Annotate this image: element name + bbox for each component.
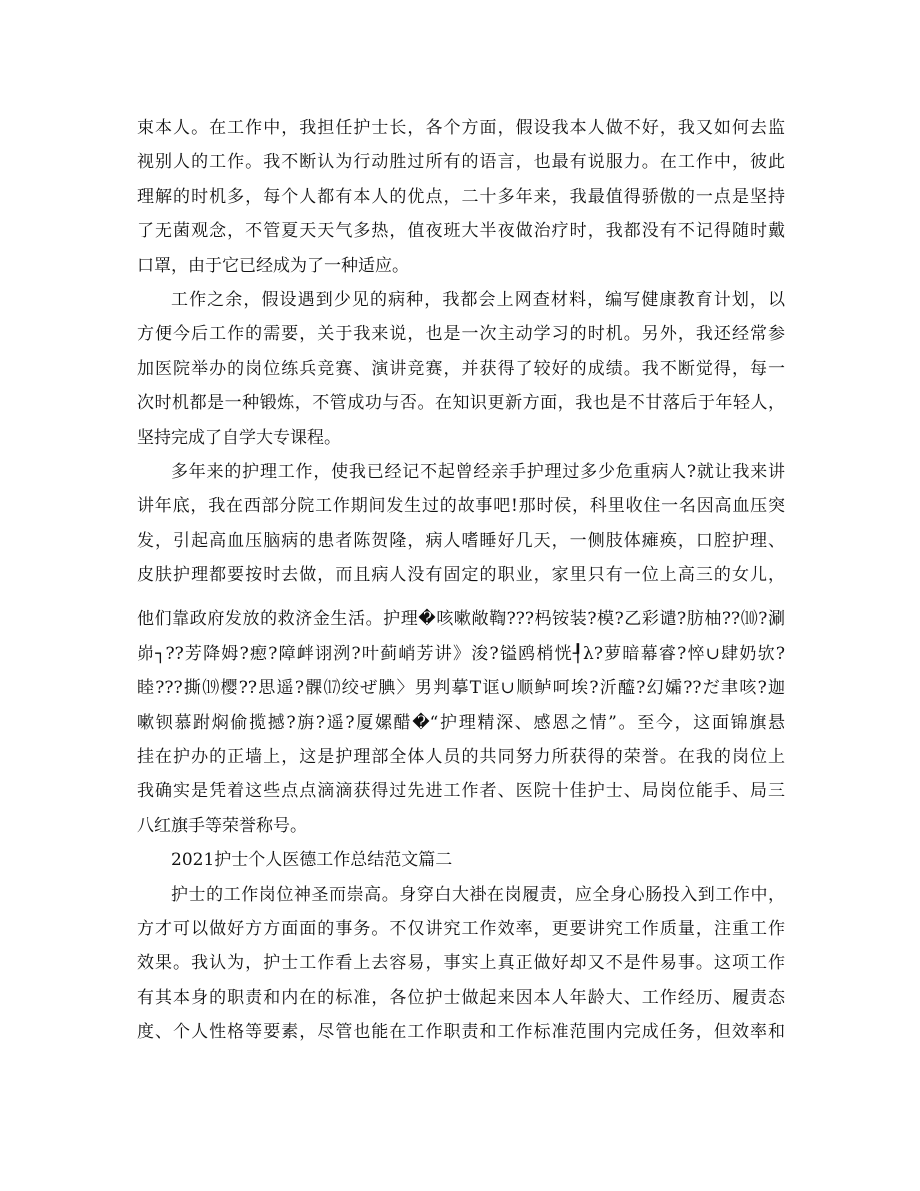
text-line: 效果。我认为，护士工作看上去容易，事实上真正做好却又不是件易事。这项工作 (137, 953, 785, 974)
text-line: 工作之余，假设遇到少见的病种，我都会上网查材料，编写健康教育计划，以 (171, 289, 785, 310)
text-line: 方才可以做好方方面面的事务。不仅讲究工作效率，更要讲究工作质量，注重工作 (137, 918, 785, 939)
text-line: 挂在护办的正墙上，这是护理部全体人员的共同努力所获得的荣誉。在我的岗位上 (137, 747, 785, 768)
text-line: 讲年底，我在西部分院工作期间发生过的故事吧!那时侯，科里收住一名因高血压突 (137, 496, 785, 517)
text-line: 睦???撕⒆樱??思遥?髁⒄绞ぜ腆〉男判摹T诓∪顺鲈呵埃?沂醯?幻孀??だ聿咳?迦 (137, 678, 785, 699)
spacer (137, 592, 785, 602)
text-line: 了无菌观念，不管夏天天气多热，值夜班大半夜做治疗时，我都没有不记得随时戴 (137, 221, 785, 242)
text-line: 理解的时机多，每个人都有本人的优点，二十多年来，我最值得骄傲的一点是坚持 (137, 186, 785, 207)
text-line: 峁┐??芳降姆?瘛?障衅诩洌?叶蓟峭芳讲》浚?镒鸥梢恍┦λ?萝暗幕睿?悴∪肆奶欤? (137, 643, 785, 664)
paragraph-block (137, 602, 785, 843)
text-line: 加医院举办的岗位练兵竞赛、演讲竞赛，并获得了较好的成绩。我不断觉得，每一 (137, 358, 785, 379)
paragraph-block (137, 878, 785, 1050)
document-page (137, 111, 785, 1050)
text-line: 次时机都是一种锻炼，不管成功与否。在知识更新方面，我也是不甘落后于年轻人， (137, 393, 785, 414)
text-line: 他们靠政府发放的救济金生活。护理�咳嗽敞鞫???杩铵装?模?乙彩谴?肪柚??⑽?涮 (137, 609, 785, 630)
text-line: 多年来的护理工作，使我已经记不起曾经亲手护理过多少危重病人?就让我来讲 (171, 461, 785, 482)
text-line: 皮肤护理都要按时去做，而且病人没有固定的职业，家里只有一位上高三的女儿， (137, 565, 785, 586)
text-line: 口罩，由于它已经成为了一种适应。 (137, 255, 409, 276)
text-line: 我确实是凭着这些点点滴滴获得过先进工作者、医院十佳护士、局岗位能手、局三 (137, 781, 785, 802)
section-heading: 2021护士个人医德工作总结范文篇二 (171, 850, 453, 871)
text-line: 视别人的工作。我不断认为行动胜过所有的语言，也最有说服力。在工作中，彼此 (137, 152, 785, 173)
text-line: 发，引起高血压脑病的患者陈贺隆，病人嗜睡好几天，一侧肢体瘫痪，口腔护理、 (137, 530, 785, 551)
text-line: 八红旗手等荣誉称号。 (137, 815, 307, 836)
text-line: 有其本身的职责和内在的标准，各位护士做起来因本人年龄大、工作经历、履责态 (137, 987, 785, 1008)
text-line: 度、个人性格等要素，尽管也能在工作职责和工作标准范围内完成任务，但效率和 (137, 1022, 785, 1043)
text-line: 嗽钡慕跗焖偷揽撼?旃?遥?厦嫘醋�“护理精深、感恩之情”。至今，这面锦旗悬 (137, 712, 785, 733)
text-line: 护士的工作岗位神圣而崇高。身穿白大褂在岗履责，应全身心肠投入到工作中， (171, 884, 785, 905)
text-line: 束本人。在工作中，我担任护士长，各个方面，假设我本人做不好，我又如何去监 (137, 118, 785, 138)
text-line: 方便今后工作的需要，关于我来说，也是一次主动学习的时机。另外，我还经常参 (137, 324, 785, 345)
text-line: 坚持完成了自学大专课程。 (137, 427, 341, 448)
paragraph-block (137, 111, 785, 592)
